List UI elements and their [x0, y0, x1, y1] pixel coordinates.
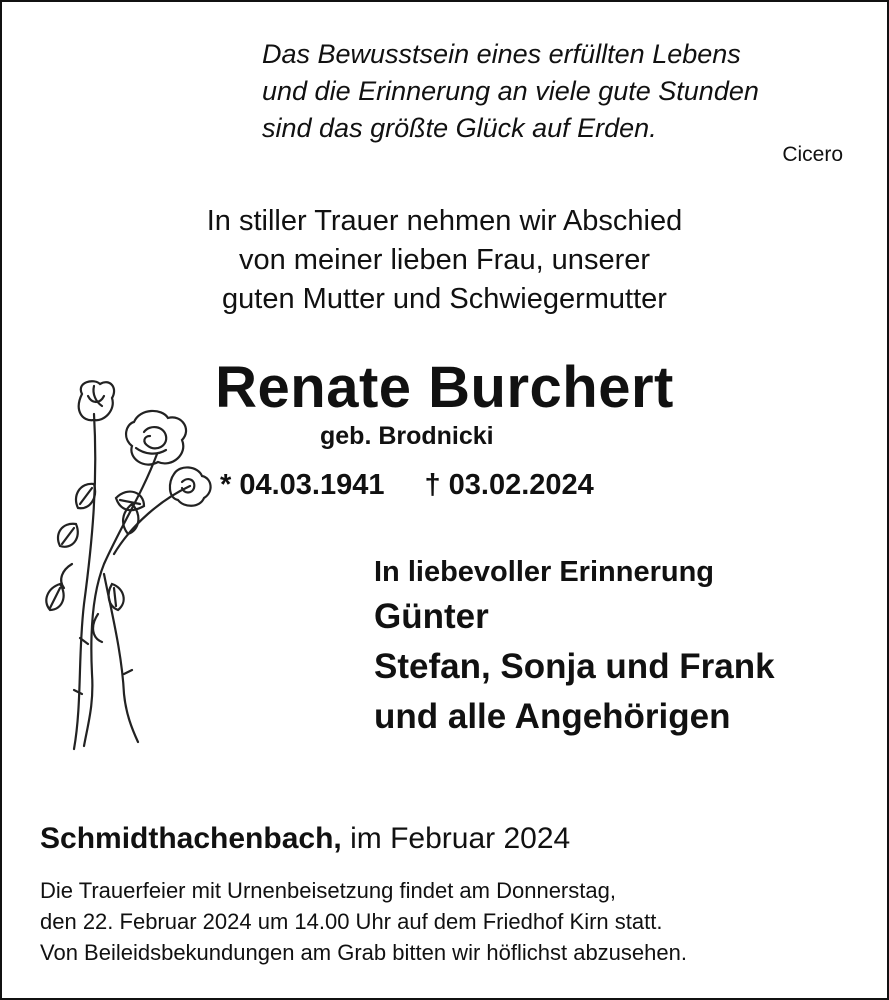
family-name-line: und alle Angehörigen — [374, 697, 731, 736]
intro-text — [2, 202, 887, 319]
details-line: den 22. Februar 2024 um 14.00 Uhr auf dem Friedhof Kirn statt. — [40, 909, 663, 934]
details-line: Von Beileidsbekundungen am Grab bitten wir höflichst abzusehen. — [40, 940, 687, 965]
intro-line: guten Mutter und Schwiegermutter — [222, 283, 667, 315]
family-block — [374, 552, 775, 742]
family-heading: In liebevoller Erinnerung — [374, 556, 715, 588]
quote-author: Cicero — [782, 143, 843, 166]
quote-line: und die Erinnerung an viele gute Stunden — [262, 76, 759, 106]
ceremony-details — [40, 875, 687, 968]
quote-block — [262, 36, 759, 147]
birth-date: * 04.03.1941 — [220, 469, 385, 501]
birth-name: geb. Brodnicki — [320, 422, 494, 450]
intro-line: von meiner lieben Frau, unserer — [238, 244, 651, 276]
family-name-line: Günter — [374, 597, 489, 636]
deceased-name: Renate Burchert — [215, 355, 674, 420]
rose-illustration-icon — [32, 374, 232, 754]
quote-line: sind das größte Glück auf Erden. — [262, 113, 657, 143]
details-line: Die Trauerfeier mit Urnenbeisetzung findet am Donnerstag, — [40, 878, 616, 903]
quote-line: Das Bewusstsein eines erfüllten Lebens — [262, 39, 741, 69]
death-date: † 03.02.2024 — [424, 469, 594, 501]
intro-line: In stiller Trauer nehmen wir Abschied — [206, 205, 683, 237]
month-year: im Februar 2024 — [350, 822, 571, 855]
place-name: Schmidthachenbach, — [40, 822, 342, 855]
family-name-line: Stefan, Sonja und Frank — [374, 647, 775, 686]
place-date-line — [40, 822, 570, 856]
life-dates — [220, 469, 594, 502]
